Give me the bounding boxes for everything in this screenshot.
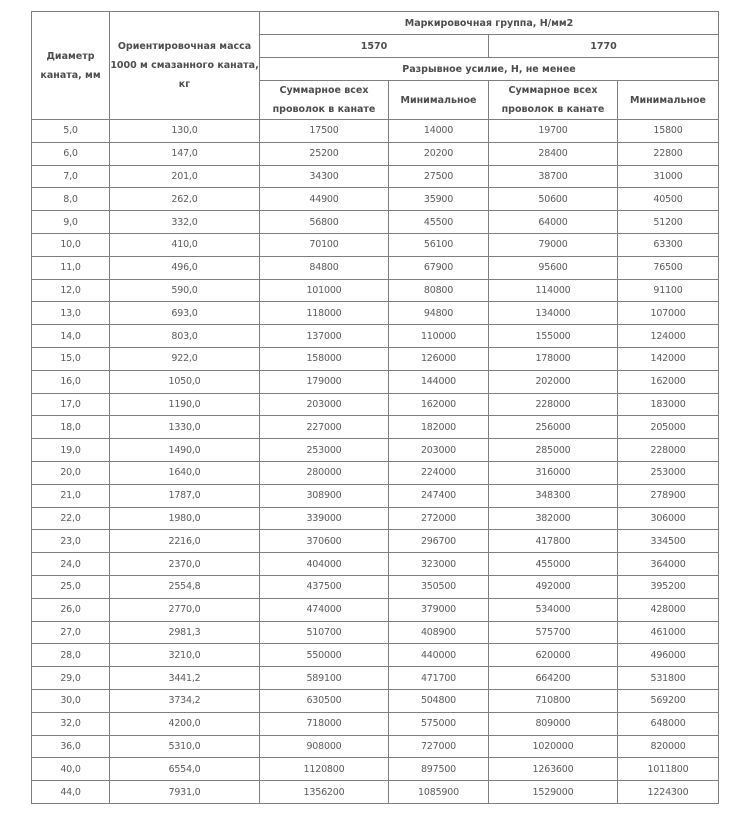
cell-sum-1770: 664200 <box>489 667 618 690</box>
cell-diameter: 15,0 <box>32 347 110 370</box>
cell-mass: 1190,0 <box>110 393 260 416</box>
cell-mass: 1330,0 <box>110 416 260 439</box>
cell-sum-1770: 455000 <box>489 553 618 576</box>
cell-mass: 2216,0 <box>110 530 260 553</box>
cell-sum-1570: 718000 <box>260 712 389 735</box>
cell-min-1770: 91100 <box>618 279 719 302</box>
table-row <box>32 712 719 735</box>
cell-diameter: 9,0 <box>32 211 110 234</box>
cell-diameter: 12,0 <box>32 279 110 302</box>
cell-mass: 5310,0 <box>110 735 260 758</box>
cell-sum-1770: 809000 <box>489 712 618 735</box>
cell-diameter: 25,0 <box>32 575 110 598</box>
cell-mass: 803,0 <box>110 325 260 348</box>
cell-sum-1570: 137000 <box>260 325 389 348</box>
table-row <box>32 530 719 553</box>
cell-sum-1770: 134000 <box>489 302 618 325</box>
cell-min-1770: 334500 <box>618 530 719 553</box>
cell-diameter: 21,0 <box>32 484 110 507</box>
cell-diameter: 22,0 <box>32 507 110 530</box>
cell-sum-1570: 84800 <box>260 256 389 279</box>
cell-sum-1770: 1529000 <box>489 781 618 804</box>
cell-sum-1570: 70100 <box>260 233 389 256</box>
cell-min-1570: 14000 <box>389 120 489 143</box>
cell-mass: 6554,0 <box>110 758 260 781</box>
cell-diameter: 11,0 <box>32 256 110 279</box>
cell-diameter: 26,0 <box>32 598 110 621</box>
cell-diameter: 6,0 <box>32 142 110 165</box>
table-row <box>32 553 719 576</box>
cell-min-1770: 205000 <box>618 416 719 439</box>
cell-mass: 3734,2 <box>110 689 260 712</box>
table-row <box>32 667 719 690</box>
cell-sum-1770: 348300 <box>489 484 618 507</box>
cell-min-1570: 56100 <box>389 233 489 256</box>
cell-mass: 1787,0 <box>110 484 260 507</box>
cell-sum-1770: 492000 <box>489 575 618 598</box>
cell-mass: 1050,0 <box>110 370 260 393</box>
cell-min-1570: 94800 <box>389 302 489 325</box>
cell-min-1770: 183000 <box>618 393 719 416</box>
header-group-1770: 1770 <box>489 35 719 58</box>
cell-min-1570: 440000 <box>389 644 489 667</box>
cell-min-1770: 306000 <box>618 507 719 530</box>
cell-diameter: 36,0 <box>32 735 110 758</box>
cell-diameter: 17,0 <box>32 393 110 416</box>
cell-sum-1770: 64000 <box>489 211 618 234</box>
cell-min-1570: 224000 <box>389 461 489 484</box>
cell-min-1770: 1011800 <box>618 758 719 781</box>
cell-min-1570: 471700 <box>389 667 489 690</box>
cell-sum-1570: 404000 <box>260 553 389 576</box>
cell-min-1770: 142000 <box>618 347 719 370</box>
cell-min-1770: 31000 <box>618 165 719 188</box>
cell-sum-1570: 630500 <box>260 689 389 712</box>
cell-diameter: 32,0 <box>32 712 110 735</box>
header-breaking-force: Разрывное усилие, Н, не менее <box>260 58 719 81</box>
cell-mass: 2370,0 <box>110 553 260 576</box>
cell-sum-1770: 1020000 <box>489 735 618 758</box>
cell-sum-1770: 228000 <box>489 393 618 416</box>
table-row <box>32 325 719 348</box>
cell-sum-1770: 79000 <box>489 233 618 256</box>
cell-min-1570: 323000 <box>389 553 489 576</box>
cell-sum-1570: 25200 <box>260 142 389 165</box>
cell-sum-1570: 56800 <box>260 211 389 234</box>
cell-sum-1770: 382000 <box>489 507 618 530</box>
cell-sum-1570: 550000 <box>260 644 389 667</box>
cell-min-1770: 364000 <box>618 553 719 576</box>
cell-sum-1570: 908000 <box>260 735 389 758</box>
table-body <box>32 120 719 804</box>
header-sum-all-wires-1570: Суммарное всех проволок в канате <box>260 81 389 120</box>
cell-min-1570: 126000 <box>389 347 489 370</box>
cell-mass: 332,0 <box>110 211 260 234</box>
cell-diameter: 16,0 <box>32 370 110 393</box>
cell-min-1770: 1224300 <box>618 781 719 804</box>
cell-sum-1570: 253000 <box>260 439 389 462</box>
cell-sum-1770: 28400 <box>489 142 618 165</box>
cell-mass: 2770,0 <box>110 598 260 621</box>
table-row <box>32 120 719 143</box>
cell-sum-1770: 256000 <box>489 416 618 439</box>
cell-diameter: 19,0 <box>32 439 110 462</box>
cell-min-1570: 27500 <box>389 165 489 188</box>
table-row <box>32 233 719 256</box>
table-row <box>32 142 719 165</box>
cell-diameter: 8,0 <box>32 188 110 211</box>
cell-mass: 410,0 <box>110 233 260 256</box>
cell-min-1770: 22800 <box>618 142 719 165</box>
cell-diameter: 40,0 <box>32 758 110 781</box>
cell-min-1570: 110000 <box>389 325 489 348</box>
cell-sum-1570: 118000 <box>260 302 389 325</box>
cell-mass: 590,0 <box>110 279 260 302</box>
table-row <box>32 507 719 530</box>
cell-min-1770: 569200 <box>618 689 719 712</box>
cell-sum-1770: 95600 <box>489 256 618 279</box>
cell-diameter: 20,0 <box>32 461 110 484</box>
cell-diameter: 29,0 <box>32 667 110 690</box>
table-row <box>32 211 719 234</box>
cell-mass: 3441,2 <box>110 667 260 690</box>
cell-min-1570: 20200 <box>389 142 489 165</box>
cell-min-1570: 144000 <box>389 370 489 393</box>
cell-min-1570: 272000 <box>389 507 489 530</box>
cell-sum-1570: 339000 <box>260 507 389 530</box>
table-row <box>32 370 719 393</box>
cell-min-1770: 278900 <box>618 484 719 507</box>
cell-sum-1770: 316000 <box>489 461 618 484</box>
cell-sum-1570: 1356200 <box>260 781 389 804</box>
cell-sum-1570: 227000 <box>260 416 389 439</box>
cell-min-1570: 504800 <box>389 689 489 712</box>
cell-min-1570: 350500 <box>389 575 489 598</box>
table-row <box>32 416 719 439</box>
cell-mass: 496,0 <box>110 256 260 279</box>
cell-sum-1770: 50600 <box>489 188 618 211</box>
cell-diameter: 30,0 <box>32 689 110 712</box>
cell-mass: 147,0 <box>110 142 260 165</box>
table-row <box>32 439 719 462</box>
cell-sum-1570: 179000 <box>260 370 389 393</box>
cell-min-1770: 820000 <box>618 735 719 758</box>
cell-mass: 922,0 <box>110 347 260 370</box>
cell-min-1770: 531800 <box>618 667 719 690</box>
table-row <box>32 598 719 621</box>
cell-diameter: 18,0 <box>32 416 110 439</box>
cell-sum-1770: 1263600 <box>489 758 618 781</box>
cell-min-1570: 162000 <box>389 393 489 416</box>
cell-min-1770: 107000 <box>618 302 719 325</box>
header-sum-all-wires-1770: Суммарное всех проволок в канате <box>489 81 618 120</box>
cell-mass: 3210,0 <box>110 644 260 667</box>
cell-diameter: 23,0 <box>32 530 110 553</box>
cell-diameter: 28,0 <box>32 644 110 667</box>
table-row <box>32 644 719 667</box>
cell-min-1770: 51200 <box>618 211 719 234</box>
header-group-1570: 1570 <box>260 35 489 58</box>
cell-min-1570: 35900 <box>389 188 489 211</box>
cell-sum-1570: 17500 <box>260 120 389 143</box>
table-row <box>32 279 719 302</box>
header-marking-group: Маркировочная группа, Н/мм2 <box>260 12 719 35</box>
cell-sum-1770: 710800 <box>489 689 618 712</box>
cell-diameter: 5,0 <box>32 120 110 143</box>
cell-sum-1770: 38700 <box>489 165 618 188</box>
cell-min-1770: 228000 <box>618 439 719 462</box>
header-minimal-1770: Минимальное <box>618 81 719 120</box>
cell-sum-1770: 114000 <box>489 279 618 302</box>
cell-mass: 130,0 <box>110 120 260 143</box>
cell-sum-1570: 1120800 <box>260 758 389 781</box>
cell-sum-1570: 370600 <box>260 530 389 553</box>
table-row <box>32 621 719 644</box>
cell-min-1570: 45500 <box>389 211 489 234</box>
cell-min-1770: 76500 <box>618 256 719 279</box>
cell-min-1570: 296700 <box>389 530 489 553</box>
cell-sum-1570: 44900 <box>260 188 389 211</box>
cell-min-1570: 247400 <box>389 484 489 507</box>
cell-sum-1770: 620000 <box>489 644 618 667</box>
table-row <box>32 165 719 188</box>
cell-diameter: 10,0 <box>32 233 110 256</box>
cell-sum-1770: 155000 <box>489 325 618 348</box>
cell-min-1770: 428000 <box>618 598 719 621</box>
header-minimal-1570: Минимальное <box>389 81 489 120</box>
header-diameter: Диаметр каната, мм <box>32 12 110 120</box>
table-row <box>32 758 719 781</box>
table-row <box>32 302 719 325</box>
cell-min-1570: 727000 <box>389 735 489 758</box>
cell-min-1570: 182000 <box>389 416 489 439</box>
cell-mass: 201,0 <box>110 165 260 188</box>
table-row <box>32 575 719 598</box>
cell-mass: 1980,0 <box>110 507 260 530</box>
rope-specification-table <box>31 11 719 804</box>
cell-min-1770: 15800 <box>618 120 719 143</box>
cell-min-1570: 575000 <box>389 712 489 735</box>
cell-min-1770: 395200 <box>618 575 719 598</box>
cell-mass: 4200,0 <box>110 712 260 735</box>
table-row <box>32 689 719 712</box>
cell-sum-1770: 575700 <box>489 621 618 644</box>
cell-sum-1770: 19700 <box>489 120 618 143</box>
table-row <box>32 735 719 758</box>
cell-min-1770: 63300 <box>618 233 719 256</box>
cell-sum-1570: 158000 <box>260 347 389 370</box>
cell-diameter: 7,0 <box>32 165 110 188</box>
table-row <box>32 347 719 370</box>
cell-min-1770: 648000 <box>618 712 719 735</box>
cell-diameter: 13,0 <box>32 302 110 325</box>
cell-sum-1770: 534000 <box>489 598 618 621</box>
cell-sum-1570: 280000 <box>260 461 389 484</box>
cell-min-1770: 124000 <box>618 325 719 348</box>
cell-min-1770: 40500 <box>618 188 719 211</box>
cell-sum-1570: 589100 <box>260 667 389 690</box>
cell-sum-1570: 203000 <box>260 393 389 416</box>
cell-diameter: 44,0 <box>32 781 110 804</box>
cell-sum-1570: 308900 <box>260 484 389 507</box>
cell-diameter: 24,0 <box>32 553 110 576</box>
cell-sum-1770: 417800 <box>489 530 618 553</box>
cell-mass: 1490,0 <box>110 439 260 462</box>
cell-min-1770: 253000 <box>618 461 719 484</box>
cell-sum-1570: 474000 <box>260 598 389 621</box>
cell-min-1570: 897500 <box>389 758 489 781</box>
cell-sum-1770: 178000 <box>489 347 618 370</box>
cell-min-1570: 67900 <box>389 256 489 279</box>
header-row-1 <box>32 12 719 35</box>
table-row <box>32 188 719 211</box>
cell-diameter: 14,0 <box>32 325 110 348</box>
cell-sum-1570: 510700 <box>260 621 389 644</box>
cell-min-1770: 496000 <box>618 644 719 667</box>
cell-diameter: 27,0 <box>32 621 110 644</box>
cell-sum-1570: 34300 <box>260 165 389 188</box>
table-row <box>32 484 719 507</box>
cell-min-1570: 379000 <box>389 598 489 621</box>
cell-min-1570: 203000 <box>389 439 489 462</box>
cell-min-1770: 162000 <box>618 370 719 393</box>
header-mass: Ориентировочная масса 1000 м смазанного каната, кг <box>110 12 260 120</box>
cell-min-1570: 408900 <box>389 621 489 644</box>
cell-min-1570: 80800 <box>389 279 489 302</box>
cell-min-1770: 461000 <box>618 621 719 644</box>
cell-sum-1770: 285000 <box>489 439 618 462</box>
table-row <box>32 781 719 804</box>
cell-mass: 1640,0 <box>110 461 260 484</box>
table-row <box>32 393 719 416</box>
cell-sum-1570: 101000 <box>260 279 389 302</box>
cell-mass: 2981,3 <box>110 621 260 644</box>
cell-mass: 2554,8 <box>110 575 260 598</box>
table-row <box>32 461 719 484</box>
cell-mass: 693,0 <box>110 302 260 325</box>
cell-min-1570: 1085900 <box>389 781 489 804</box>
table-header <box>32 12 719 120</box>
cell-mass: 262,0 <box>110 188 260 211</box>
table-row <box>32 256 719 279</box>
cell-sum-1570: 437500 <box>260 575 389 598</box>
cell-sum-1770: 202000 <box>489 370 618 393</box>
cell-mass: 7931,0 <box>110 781 260 804</box>
